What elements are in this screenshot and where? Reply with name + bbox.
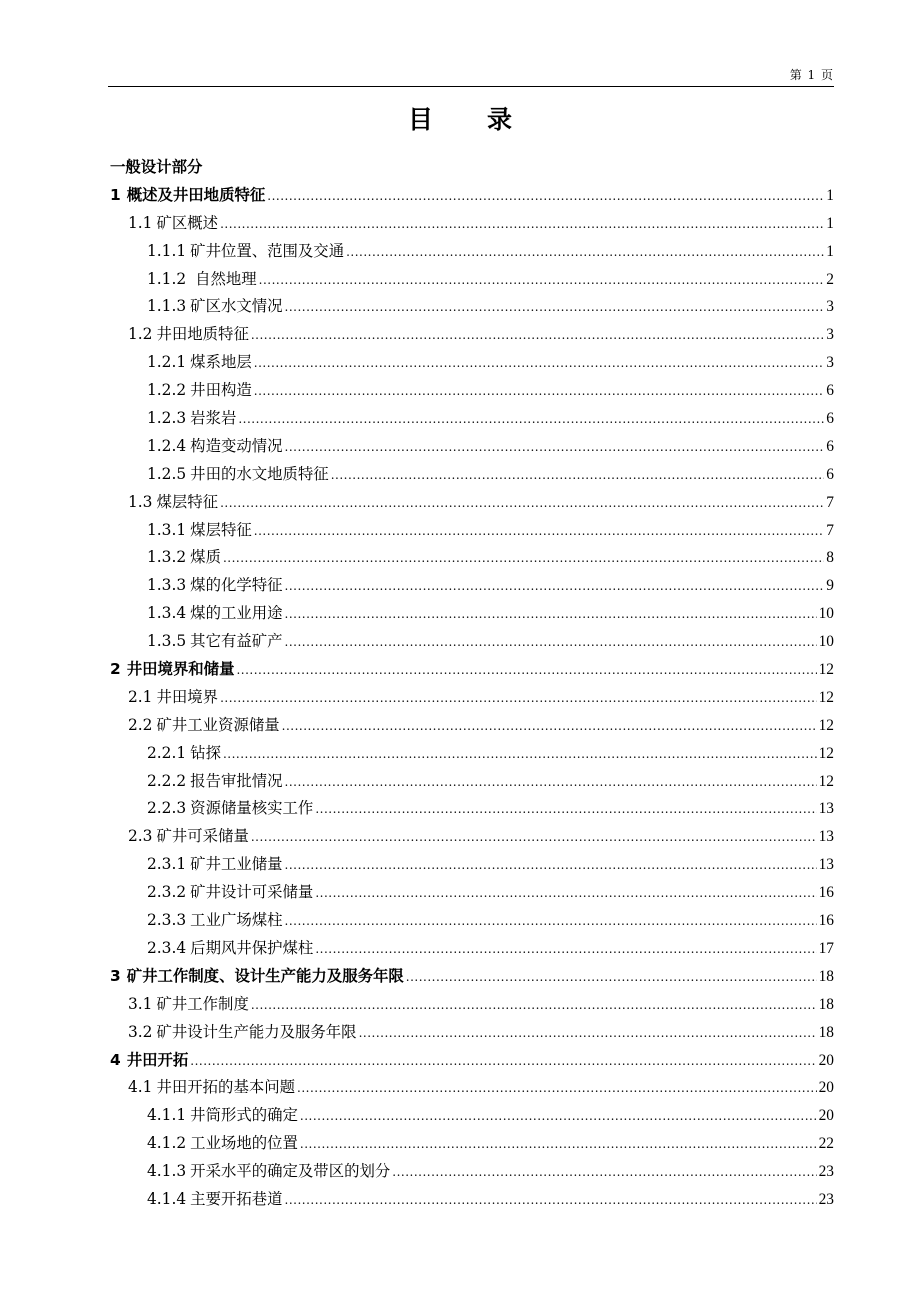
toc-entry[interactable] [110,545,834,573]
toc-entry-label [128,713,280,735]
toc-entry[interactable] [110,796,834,824]
toc-entry-page: 20 [818,1079,834,1097]
toc-leader-dots [285,607,817,621]
toc-leader-dots [285,579,825,593]
toc-entry-text: 后期风井保护煤柱 [190,938,314,957]
toc-leader-dots [315,886,816,900]
toc-entry[interactable] [110,1159,834,1187]
toc-entry-page: 7 [826,493,834,511]
toc-entry-page: 6 [826,410,834,428]
toc-entry[interactable] [110,824,834,852]
toc-entry-text: 矿井工作制度 [156,994,249,1013]
toc-entry-text: 报告审批情况 [190,771,283,790]
toc-entry[interactable] [110,741,834,769]
toc-leader-dots [285,775,817,789]
toc-entry-number: 1.3.2 [147,548,187,567]
toc-entry-label [147,350,252,372]
toc-entry-number: 2.2 [128,715,153,734]
toc-leader-dots [285,914,817,928]
toc-entry-label [128,1020,357,1042]
toc-entry[interactable] [110,1103,834,1131]
toc-entry-page: 16 [818,912,834,930]
toc-entry-text: 煤质 [190,548,221,567]
toc-entry-number: 1.3.3 [147,576,187,595]
toc-entry-number: 1.2.4 [147,436,187,455]
toc-entry[interactable] [110,880,834,908]
toc-entry-label [128,992,249,1014]
toc-leader-dots [254,524,825,538]
toc-entry-page: 6 [826,465,834,483]
toc-entry-label [147,601,283,623]
toc-entry-number: 1.3 [128,492,153,511]
toc-entry-text: 井田的水文地质特征 [190,464,329,483]
toc-leader-dots [285,858,817,872]
toc-entry-text: 工业广场煤柱 [190,911,283,930]
toc-entry-page: 10 [818,605,834,623]
toc-entry-page: 20 [818,1107,834,1125]
toc-leader-dots [331,468,825,482]
toc-entry-text: 其它有益矿产 [190,632,283,651]
toc-entry-label [128,1075,295,1097]
toc-entry-page: 12 [818,744,834,762]
toc-entry[interactable] [110,294,834,322]
toc-entry-number: 1.2.1 [147,353,187,372]
toc-entry-page: 22 [818,1135,834,1153]
toc-entry-text: 煤的工业用途 [190,604,283,623]
toc-entry-label [147,852,283,874]
toc-entry-label [147,1159,390,1181]
toc-entry-number: 2.3.1 [147,855,187,874]
toc-entry-label [147,936,313,958]
toc-leader-dots [251,328,824,342]
toc-entry-text: 概述及井田地质特征 [126,185,266,204]
toc-entry-number: 2.2.3 [147,799,187,818]
toc-entry-label [147,239,344,261]
toc-entry-number: 3 [110,966,121,985]
toc-entry-page: 23 [818,1190,834,1208]
toc-entry-text: 开采水平的确定及带区的划分 [190,1162,391,1181]
toc-entry[interactable] [110,601,834,629]
toc-entry-number: 1.2.2 [147,381,187,400]
toc-entry-label [147,1131,298,1153]
toc-entry-label [147,434,283,456]
toc-entry-text: 矿井工业资源储量 [156,715,280,734]
toc-entry[interactable] [110,183,834,211]
toc-entry[interactable] [110,267,834,295]
toc-entry-number: 4 [110,1050,121,1069]
toc-entry-text: 煤的化学特征 [190,576,283,595]
toc-entry-number: 1.1.1 [147,241,187,260]
toc-entry-text: 矿井可采储量 [156,827,249,846]
toc-entry-number: 3.2 [128,1022,153,1041]
toc-entry-text: 矿井位置、范围及交通 [190,241,345,260]
toc-leader-dots [220,496,824,510]
toc-entry-page: 23 [818,1163,834,1181]
toc-entry-label [147,629,283,651]
page-number: 第 1 页 [789,68,834,82]
toc-entry-number: 2 [110,660,121,679]
toc-entry-page: 12 [818,661,834,679]
title-char-1: 目 [407,105,433,134]
toc-leader-dots [220,691,817,705]
toc-entry[interactable] [110,936,834,964]
toc-entry[interactable] [110,462,834,490]
toc-entry-page: 18 [818,1023,834,1041]
toc-leader-dots [223,551,824,565]
toc-leader-dots [392,1165,816,1179]
toc-leader-dots [406,970,817,984]
toc-entry-page: 1 [826,214,834,232]
toc-entry-label [110,657,234,679]
toc-entry-text: 资源储量核实工作 [190,799,314,818]
toc-entry-page: 8 [826,549,834,567]
toc-entry-label [128,685,218,707]
toc-entry[interactable] [110,573,834,601]
toc-entry-page: 3 [826,354,834,372]
toc-entry-number: 1.2 [128,325,153,344]
toc-entry[interactable] [110,378,834,406]
toc-entry-label [147,796,313,818]
toc-entry-number: 1.1 [128,213,153,232]
toc-entry-number: 1.2.3 [147,409,187,428]
toc-entry[interactable] [110,211,834,239]
toc-entry[interactable] [110,629,834,657]
toc-leader-dots [267,189,824,203]
toc-entry-number: 1.1.2 [147,269,187,288]
toc-entry-text: 钻探 [190,743,221,762]
toc-entry-label [147,545,221,567]
toc-leader-dots [254,384,825,398]
toc-entry-label [147,880,313,902]
toc-entry-page: 12 [818,688,834,706]
toc-entry-text: 煤系地层 [190,353,252,372]
toc-leader-dots [315,942,816,956]
toc-entry-number: 4.1.4 [147,1189,187,1208]
toc-entry-number: 4.1.3 [147,1162,187,1181]
toc-entry-page: 3 [826,298,834,316]
toc-entry[interactable] [110,1020,834,1048]
toc-entry-text: 自然地理 [190,269,257,288]
toc-entry-text: 工业场地的位置 [190,1134,298,1153]
toc-entry-text: 煤层特征 [190,520,252,539]
toc-entry-page: 12 [818,772,834,790]
toc-entry-page: 13 [818,800,834,818]
part-heading-label: 一般设计部分 [110,158,203,176]
toc-entry-label [147,378,252,400]
toc-entry-number: 1.3.1 [147,520,187,539]
toc-entry[interactable] [110,1131,834,1159]
toc-entry-text: 井田开拓 [126,1050,189,1069]
toc-entry[interactable] [110,1048,834,1076]
toc-leader-dots [300,1137,817,1151]
toc-entry-text: 井筒形式的确定 [190,1106,298,1125]
toc-entry-page: 18 [818,967,834,985]
toc-leader-dots [190,1054,816,1068]
toc-entry-text: 矿井工业储量 [190,855,283,874]
toc-entry-page: 18 [818,995,834,1013]
toc-entry-page: 16 [818,884,834,902]
toc-leader-dots [251,830,817,844]
toc-entry-label [147,294,283,316]
toc-entry-label [128,824,249,846]
toc-entry-label [147,908,283,930]
toc-entry-page: 12 [818,716,834,734]
toc-leader-dots [251,998,817,1012]
toc-entry[interactable] [110,992,834,1020]
toc-entry-label [110,183,265,205]
toc-entry[interactable] [110,713,834,741]
toc-entry-text: 井田地质特征 [156,325,249,344]
toc-leader-dots [259,273,825,287]
page-header [108,64,834,87]
table-of-contents [110,155,834,1215]
toc-entry-text: 井田境界 [156,687,219,706]
toc-entry-label [147,1103,298,1125]
toc-entry-text: 矿区水文情况 [190,297,283,316]
toc-entry-number: 1.1.3 [147,297,187,316]
toc-entry-page: 9 [826,577,834,595]
toc-entry-number: 2.3 [128,827,153,846]
toc-entry-number: 1 [110,185,121,204]
toc-entry-text: 井田开拓的基本问题 [156,1078,296,1097]
toc-entry-label [147,518,252,540]
toc-entry-label [147,769,283,791]
toc-entry-text: 井田构造 [190,381,252,400]
toc-entry-page: 20 [818,1051,834,1069]
toc-entry-text: 矿井设计生产能力及服务年限 [156,1022,357,1041]
toc-entry[interactable] [110,769,834,797]
toc-entry-number: 3.1 [128,994,153,1013]
toc-entry-number: 1.3.5 [147,632,187,651]
toc-entry-label [147,267,257,289]
toc-leader-dots [346,245,824,259]
toc-entry-text: 矿区概述 [156,213,219,232]
toc-leader-dots [285,1193,817,1207]
toc-entry-label [110,964,404,986]
toc-entry-text: 矿井设计可采储量 [190,883,314,902]
toc-entry-number: 2.3.2 [147,883,187,902]
toc-entry-text: 煤层特征 [156,492,219,511]
toc-leader-dots [220,217,824,231]
toc-entry[interactable] [110,1075,834,1103]
toc-entry-page: 13 [818,828,834,846]
toc-entry-label [110,1048,188,1070]
toc-entry-text: 井田境界和储量 [126,660,235,679]
toc-entry[interactable] [110,490,834,518]
toc-leader-dots [300,1109,817,1123]
toc-entry-page: 1 [826,186,834,204]
toc-entry-number: 2.2.1 [147,743,187,762]
toc-entry-number: 2.3.4 [147,938,187,957]
toc-entry[interactable] [110,239,834,267]
toc-entry-label [147,462,329,484]
toc-entry-text: 矿井工作制度、设计生产能力及服务年限 [126,966,404,985]
toc-entry[interactable] [110,1187,834,1215]
toc-entry-label [147,741,221,763]
toc-entry-text: 主要开拓巷道 [190,1189,283,1208]
toc-title [0,100,920,136]
toc-entry-page: 6 [826,437,834,455]
toc-entry-page: 1 [826,242,834,260]
toc-leader-dots [285,635,817,649]
toc-entry[interactable] [110,657,834,685]
toc-entry-number: 1.3.4 [147,604,187,623]
toc-entry-text: 构造变动情况 [190,436,283,455]
toc-entry-page: 7 [826,521,834,539]
toc-entry-page: 10 [818,633,834,651]
toc-entry-page: 13 [818,856,834,874]
toc-part-heading [110,155,834,183]
title-char-2: 录 [487,105,513,134]
toc-entry-label [128,490,218,512]
toc-entry-number: 2.3.3 [147,911,187,930]
toc-entry-page: 3 [826,326,834,344]
toc-entry-page: 2 [826,270,834,288]
toc-entry[interactable] [110,964,834,992]
toc-leader-dots [282,719,817,733]
toc-entry-label [147,406,236,428]
toc-entry-text: 岩浆岩 [190,409,237,428]
toc-leader-dots [285,300,825,314]
toc-leader-dots [315,802,816,816]
toc-entry[interactable] [110,908,834,936]
toc-entry[interactable] [110,685,834,713]
toc-entry-label [147,1187,283,1209]
toc-entry-label [128,322,249,344]
toc-leader-dots [238,412,824,426]
toc-leader-dots [236,663,816,677]
toc-entry-page: 6 [826,382,834,400]
toc-entry[interactable] [110,322,834,350]
toc-entry-label [128,211,218,233]
toc-entry-label [147,573,283,595]
toc-entry[interactable] [110,406,834,434]
toc-entry-number: 2.1 [128,687,153,706]
toc-leader-dots [223,747,817,761]
toc-entry-page: 17 [818,939,834,957]
toc-entry-number: 1.2.5 [147,464,187,483]
toc-leader-dots [297,1081,817,1095]
toc-entry-number: 2.2.2 [147,771,187,790]
toc-leader-dots [254,356,825,370]
toc-entry[interactable] [110,852,834,880]
toc-entry-number: 4.1 [128,1078,153,1097]
toc-entry[interactable] [110,350,834,378]
toc-leader-dots [359,1026,817,1040]
toc-entry[interactable] [110,518,834,546]
toc-entry[interactable] [110,434,834,462]
toc-entry-number: 4.1.2 [147,1134,187,1153]
toc-leader-dots [285,440,825,454]
toc-entry-number: 4.1.1 [147,1106,187,1125]
